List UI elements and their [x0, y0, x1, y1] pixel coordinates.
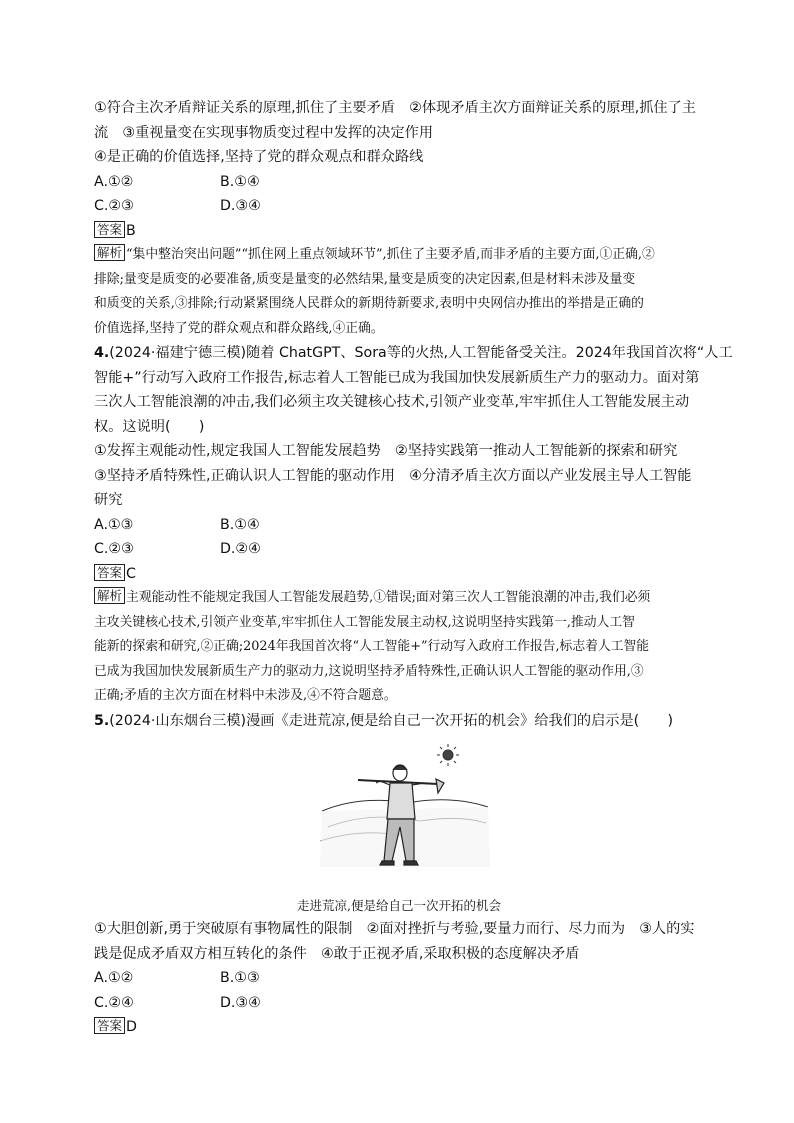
q4-answer — [94, 562, 704, 587]
q5-items-line-2: 践是促成矛盾双方相互转化的条件 ④敢于正视矛盾,采取积极的态度解决矛盾 — [94, 945, 580, 962]
q5-option-c[interactable]: C.②④ — [94, 994, 134, 1011]
q5-option-a[interactable]: A.①② — [94, 970, 134, 986]
q3-option-a[interactable]: A.①② — [94, 173, 134, 190]
q4-analysis-text: 主观能动性不能规定我国人工智能发展趋势,①错误;面对第三次人工智能浪潮的冲击,我们必须 — [126, 590, 651, 605]
q4-stem-line-4: 权。这说明( ) — [94, 418, 205, 435]
q4-stem-line-1 — [94, 341, 733, 366]
analysis-tag: 解析 — [94, 244, 125, 261]
q3-option-d[interactable]: D.③④ — [220, 198, 261, 214]
q5-stem — [94, 709, 704, 734]
q5-option-d[interactable]: D.③④ — [220, 994, 261, 1011]
q4-number: 4. — [94, 345, 110, 361]
q4-items-line-2: ③坚持矛盾特殊性,正确认识人工智能的驱动作用 ④分清矛盾主次方面以产业发展主导人工智能 — [94, 467, 692, 484]
answer-tag: 答案 — [94, 221, 125, 238]
q4-items-line-1: ①发挥主观能动性,规定我国人工智能发展趋势 ②坚持实践第一推动人工智能新的探索和研究 — [94, 443, 678, 459]
q5-option-b[interactable]: B.①③ — [220, 970, 260, 986]
question-3 — [94, 96, 704, 341]
q5-answer — [94, 1015, 704, 1040]
question-4 — [94, 341, 733, 709]
q5-options-row-1 — [94, 966, 704, 991]
q4-options-row-1 — [94, 513, 704, 538]
worksheet-page — [94, 96, 733, 1040]
q5-options-row-2 — [94, 991, 704, 1016]
q3-analysis-line-2: 排除;量变是质变的必要准备,质变是量变的必然结果,量变是质变的决定因素,但是材料未涉及量变 — [94, 271, 636, 287]
answer-tag: 答案 — [94, 564, 125, 581]
q3-items-line-2: 流 ③重视量变在实现事物质变过程中发挥的决定作用 — [94, 124, 434, 141]
q3-analysis-line-4: 价值选择,坚持了党的群众观点和群众路线,④正确。 — [94, 320, 384, 336]
q3-option-c[interactable]: C.②③ — [94, 198, 134, 214]
q3-items-line-3: ④是正确的价值选择,坚持了党的群众观点和群众路线 — [94, 149, 424, 165]
cartoon-illustration — [320, 737, 490, 877]
q5-items-line-1: ①大胆创新,勇于突破原有事物属性的限制 ②面对挫折与考验,要量力而行、尽力而为 ③人的实 — [94, 921, 695, 937]
q5-answer-value: D — [126, 1019, 137, 1035]
q4-option-d[interactable]: D.②④ — [220, 541, 261, 557]
q4-options-row-2 — [94, 537, 704, 562]
sun-icon — [437, 744, 459, 766]
q3-answer-value: B — [126, 222, 136, 239]
q3-analysis-text: “集中整治突出问题”“抓住网上重点领域环节”,抓住了主要矛盾,而非矛盾的主要方面,①正确,② — [126, 247, 655, 262]
q4-analysis-line-3: 能新的探索和研究,②正确;2024年我国首次将“人工智能+”行动写入政府工作报告,标志着人工智能 — [94, 639, 650, 654]
q5-stem-text: (2024·山东烟台三模)漫画《走进荒凉,便是给自己一次开拓的机会》给我们的启示是( ) — [109, 712, 674, 729]
question-5 — [94, 709, 704, 1040]
q4-items-line-3: 研究 — [94, 492, 123, 508]
q3-items-line-1: ①符合主次矛盾辩证关系的原理,抓住了主要矛盾 ②体现矛盾主次方面辩证关系的原理,抓住了主 — [94, 100, 696, 116]
q3-analysis-line-3: 和质变的关系,③排除;行动紧紧围绕人民群众的新期待新要求,表明中央网信办推出的举措是正确的 — [94, 296, 644, 311]
q4-option-c[interactable]: C.②③ — [94, 541, 134, 557]
q4-analysis-line-5: 正确;矛盾的主次方面在材料中未涉及,④不符合题意。 — [94, 688, 397, 703]
q4-option-a[interactable]: A.①③ — [94, 516, 134, 533]
q4-answer-value: C — [126, 565, 136, 582]
cartoon-figure — [94, 733, 704, 903]
q3-analysis-line-1 — [94, 243, 704, 268]
q3-option-b[interactable]: B.①④ — [220, 173, 260, 190]
q4-stem-text: (2024·福建宁德三模)随着 ChatGPT、Sora等的火热,人工智能备受关注。2024年我国首次将“人工 — [109, 345, 733, 361]
q4-stem-line-3: 三次人工智能浪潮的冲击,我们必须主攻关键核心技术,引领产业变革,牢牢抓住人工智能发展主动 — [94, 394, 690, 410]
q3-options-row-2 — [94, 194, 704, 219]
answer-tag: 答案 — [94, 1017, 125, 1034]
q4-analysis-line-1 — [94, 586, 704, 611]
q4-analysis-line-4: 已成为我国加快发展新质生产力的驱动力,这说明坚持矛盾特殊性,正确认识人工智能的驱动作用,③ — [94, 663, 644, 679]
analysis-tag: 解析 — [94, 587, 125, 604]
q3-options-row-1 — [94, 170, 704, 195]
q4-option-b[interactable]: B.①④ — [220, 516, 260, 533]
q5-number: 5. — [94, 712, 110, 729]
q4-analysis-line-2: 主攻关键核心技术,引领产业变革,牢牢抓住人工智能发展主动权,这说明坚持实践第一,推动人工智 — [94, 614, 635, 630]
figure-caption: 走进荒凉,便是给自己一次开拓的机会 — [297, 898, 501, 913]
q4-stem-line-2: 智能+”行动写入政府工作报告,标志着人工智能已成为我国加快发展新质生产力的驱动力。面对第 — [94, 369, 700, 386]
q3-answer — [94, 219, 704, 244]
